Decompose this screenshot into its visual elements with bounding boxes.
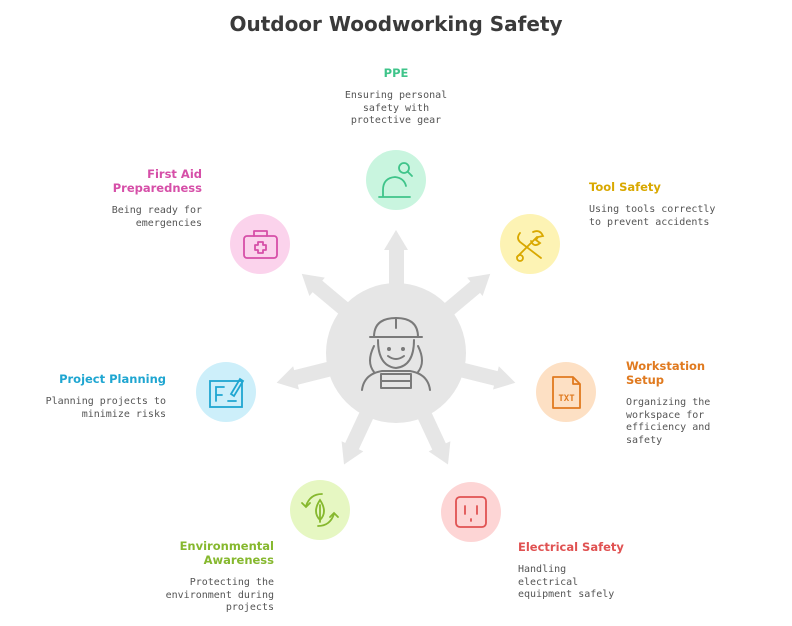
node-workstation-setup	[536, 362, 596, 422]
label-workstation-setup-title: Workstation Setup	[626, 359, 706, 387]
svg-text:TXT: TXT	[558, 394, 575, 404]
node-electrical-safety	[441, 482, 501, 542]
label-project-planning	[40, 372, 166, 421]
label-first-aid-title: First Aid Preparedness	[112, 167, 202, 195]
label-tool-safety	[589, 180, 729, 229]
label-workstation-setup	[626, 359, 746, 447]
label-electrical-safety-title: Electrical Safety	[518, 540, 624, 554]
node-environmental-awareness	[290, 480, 350, 540]
node-tool-safety	[500, 214, 560, 274]
label-project-planning-desc: Planning projects to minimize risks	[45, 396, 166, 420]
label-first-aid-desc: Being ready for emergencies	[111, 205, 202, 229]
label-ppe-title: PPE	[383, 66, 409, 80]
label-electrical-safety	[518, 540, 668, 602]
node-first-aid	[230, 214, 290, 274]
center-hub	[326, 283, 466, 423]
node-ppe	[366, 150, 426, 210]
diagram-title: Outdoor Woodworking Safety	[229, 12, 563, 36]
label-ppe-desc: Ensuring personal safety with protective gear	[344, 90, 448, 126]
label-first-aid	[92, 167, 202, 230]
label-workstation-setup-desc: Organizing the workspace for efficiency and safety	[626, 397, 711, 446]
label-tool-safety-desc: Using tools correctly to prevent accidents	[589, 204, 716, 228]
node-project-planning	[196, 362, 256, 422]
label-ppe	[336, 66, 456, 128]
label-environmental-awareness-title: Environmental Awareness	[179, 539, 274, 567]
label-tool-safety-title: Tool Safety	[589, 180, 661, 194]
label-electrical-safety-desc: Handling electrical equipment safely	[518, 564, 615, 600]
label-project-planning-title: Project Planning	[59, 372, 166, 386]
label-environmental-awareness-desc: Protecting the environment during projects	[165, 577, 274, 613]
label-environmental-awareness	[164, 539, 274, 615]
